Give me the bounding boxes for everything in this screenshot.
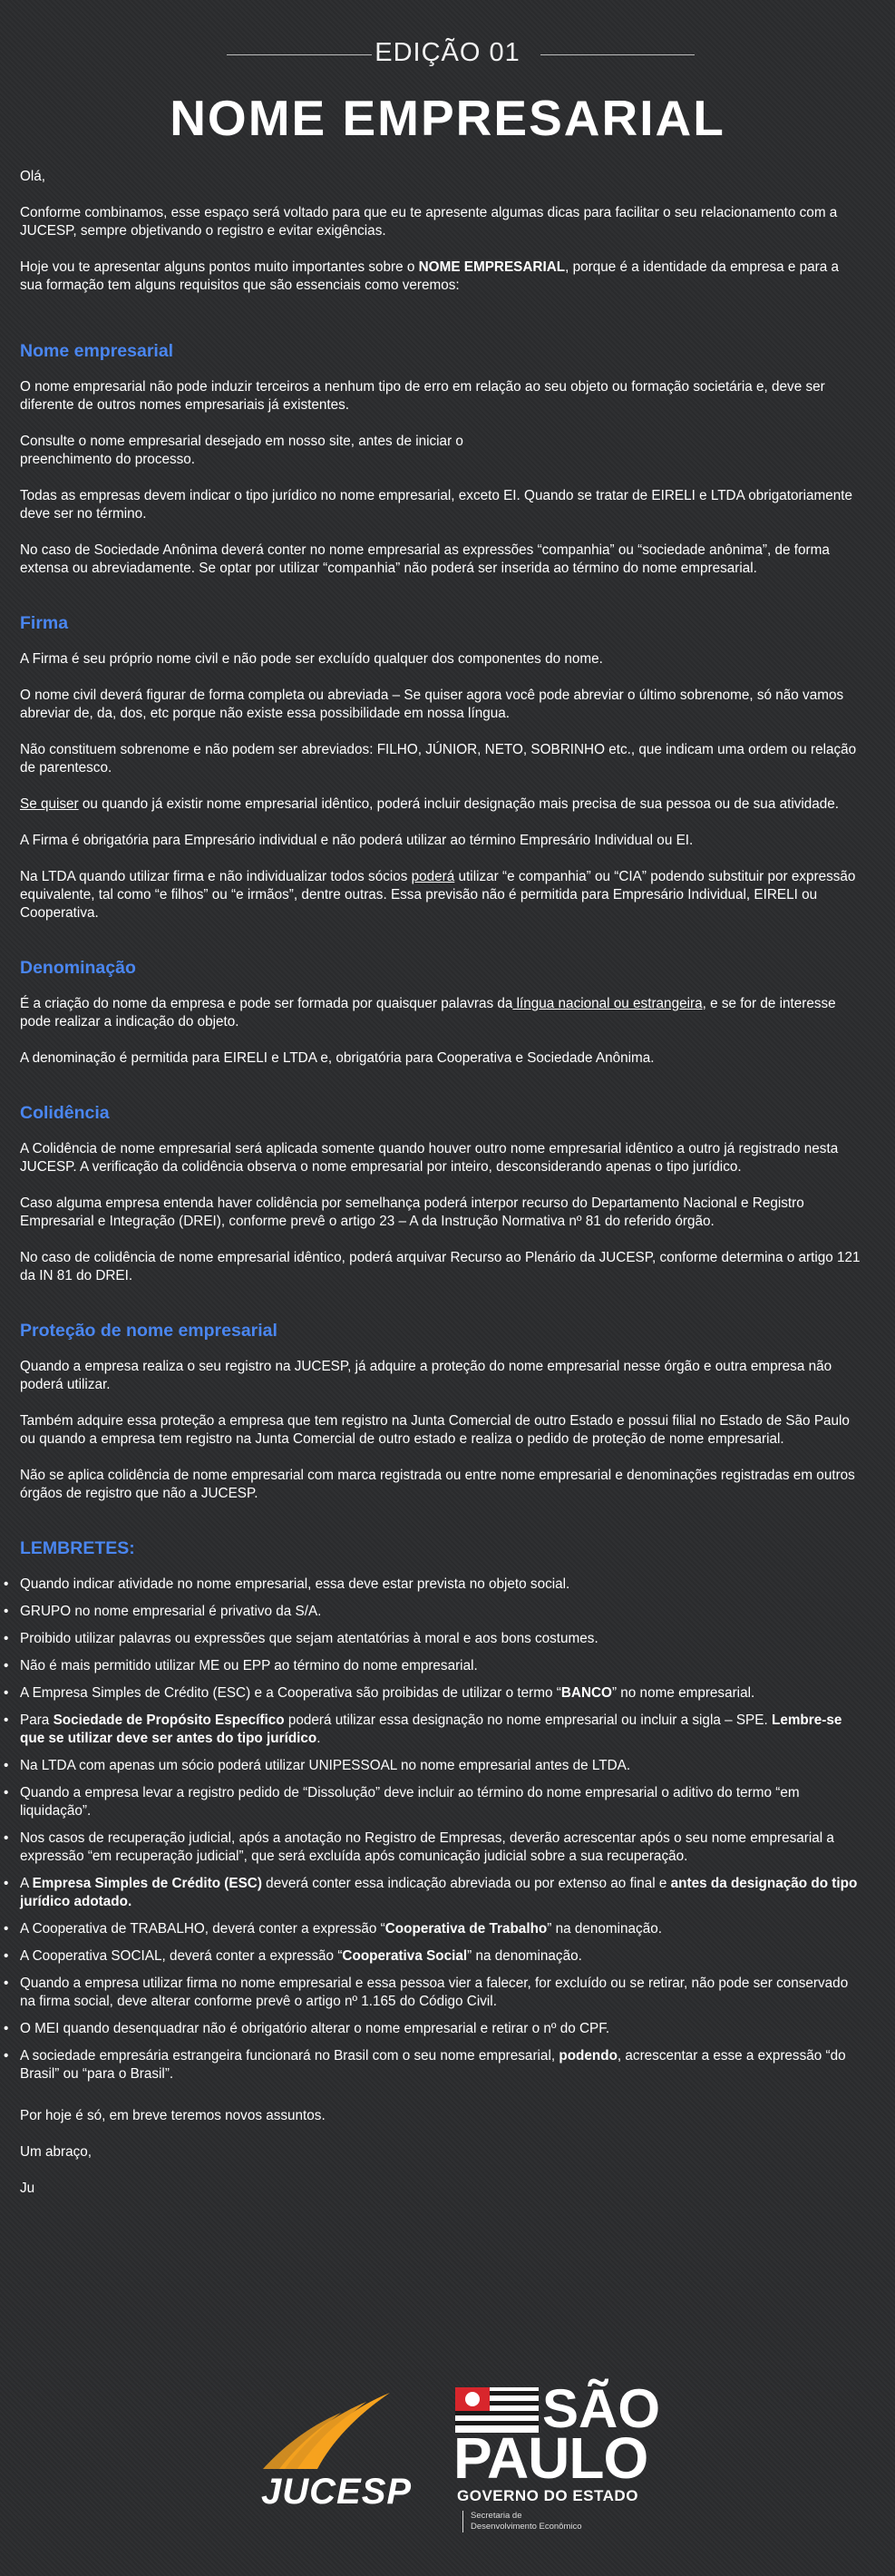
list-item: • A Empresa Simples de Crédito (ESC) deverá conter essa indicação abreviada ou por extenso ao final e antes da designação do tipo jurídico adotado. [20,1875,863,1911]
firma-paragraph-3: Não constituem sobrenome e não podem ser abreviados: FILHO, JÚNIOR, NETO, SOBRINHO etc., que indicam uma ordem ou relação de parentesco. [20,742,857,776]
signature: Ju [20,2181,35,2196]
list-item: • A Cooperativa SOCIAL, deverá conter a expressão “Cooperativa Social” na denominação. [20,1947,863,1966]
section-heading-protecao: Proteção de nome empresarial [20,1321,277,1341]
nome-paragraph-4: No caso de Sociedade Anônima deverá conter no nome empresarial as expressões “companhia” ou “sociedade anônima”, de forma extensa ou abreviadamente. Se optar por utilizar “companhia” não poderá ser inserida ao término do nome empresarial. [20,542,830,576]
section-heading-firma: Firma [20,613,69,633]
intro-paragraph-2: Hoje vou te apresentar alguns pontos muito importantes sobre o NOME EMPRESARIAL, porque é a identidade da empresa e para a sua formação tem alguns requisitos que são essenciais como veremos: [20,259,840,293]
jucesp-wordmark: JUCESP [261,2472,413,2512]
firma-paragraph-6: Na LTDA quando utilizar firma e não individualizar todos sócios poderá utilizar “e companhia” ou “CIA” podendo substituir por expressão equivalente, tal como “e filhos” ou “e irmãos”, dentre outras. Essa previsão não é permitida para Empresário Individual, EIRELI ou Cooperativa. [20,869,856,921]
protecao-paragraph-2: Também adquire essa proteção a empresa que tem registro na Junta Comercial de outro Estado e possui filial no Estado de São Paulo ou quando a empresa tem registro na Junta Comercial de outro estado e realiza o pedido de proteção de nome empresarial. [20,1413,850,1447]
colidencia-paragraph-1: A Colidência de nome empresarial será aplicada somente quando houver outro nome empresarial idêntico a outro já registrado nesta JUCESP. A verificação da colidência observa o nome empresarial por inteiro, desconsiderando apenas o tipo jurídico. [20,1141,839,1175]
colidencia-paragraph-3: No caso de colidência de nome empresarial idêntico, poderá arquivar Recurso ao Plenário da JUCESP, conforme determina o artigo 121 da IN 81 do DREI. [20,1250,861,1283]
list-item: • A Cooperativa de TRABALHO, deverá conter a expressão “Cooperativa de Trabalho” na denominação. [20,1920,863,1938]
firma-paragraph-5: A Firma é obrigatória para Empresário individual e não poderá utilizar ao término Empresário Individual ou EI. [20,833,694,848]
denominacao-paragraph-2: A denominação é permitida para EIRELI e LTDA e, obrigatória para Cooperativa e Sociedade Anônima. [20,1050,655,1066]
section-heading-colidencia: Colidência [20,1103,110,1123]
closing-line: Por hoje é só, em breve teremos novos assuntos. [20,2108,326,2123]
section-heading-lembretes: LEMBRETES: [20,1538,135,1558]
denominacao-paragraph-1: É a criação do nome da empresa e pode ser formada por quaisquer palavras da língua nacional ou estrangeira, e se for de interesse pode realizar a indicação do objeto. [20,996,836,1029]
nome-paragraph-1: O nome empresarial não pode induzir terceiros a nenhum tipo de erro em relação ao seu objeto ou formação societária e, deve ser diferente de outros nomes empresariais já existentes. [20,379,825,413]
sp-logo-governo: GOVERNO DO ESTADO [457,2487,638,2504]
newsletter-body [20,168,863,2216]
greeting: Olá, [20,169,46,184]
list-item: • Nos casos de recuperação judicial, após a anotação no Registro de Empresas, deverão acrescentar após o seu nome empresarial a expressão “em recuperação judicial”, que será excluída após comunicação judicial sobre a sua recuperação. [20,1830,863,1866]
list-item: • Não é mais permitido utilizar ME ou EPP ao término do nome empresarial. [20,1657,863,1675]
footer-logos [0,2378,895,2567]
nome-paragraph-2: Consulte o nome empresarial desejado em nosso site, antes de iniciar o preenchimento do processo. [20,434,463,467]
reminders-list [20,1576,863,2083]
list-item: • Para Sociedade de Propósito Específico poderá utilizar essa designação no nome empresarial ou incluir a sigla – SPE. Lembre-se que se utilizar deve ser antes do tipo jurídico. [20,1712,863,1748]
list-item: • Quando a empresa utilizar firma no nome empresarial e essa pessoa vier a falecer, for excluído ou se retirar, não pode ser conservado na firma social, deve alterar conforme prevê o artigo nº 1.165 do Código Civil. [20,1975,863,2011]
closing-regards: Um abraço, [20,2144,92,2160]
protecao-paragraph-3: Não se aplica colidência de nome empresarial com marca registrada ou entre nome empresarial e denominações registradas em outros órgãos de registro que não a JUCESP. [20,1468,855,1501]
page-title: NOME EMPRESARIAL [170,90,725,146]
secretaria-label: Secretaria de Desenvolvimento Econômico [462,2511,582,2532]
list-item: • GRUPO no nome empresarial é privativo da S/A. [20,1603,863,1621]
list-item: • Quando indicar atividade no nome empresarial, essa deve estar prevista no objeto social. [20,1576,863,1594]
sao-paulo-government-logo [453,2378,689,2558]
list-item: • O MEI quando desenquadrar não é obrigatório alterar o nome empresarial e retirar o nº do CPF. [20,2020,863,2038]
edition-divider-right [540,54,695,55]
firma-paragraph-2: O nome civil deverá figurar de forma completa ou abreviada – Se quiser agora você pode abreviar o último sobrenome, só não vamos abreviar de, da, dos, etc porque não existe essa possibilidade em nossa língua. [20,688,844,721]
sp-logo-sao: SÃO [542,2378,661,2439]
protecao-paragraph-1: Quando a empresa realiza o seu registro na JUCESP, já adquire a proteção do nome empresarial nesse órgão e outra empresa não poderá utilizar. [20,1359,832,1392]
list-item: • Proibido utilizar palavras ou expressões que sejam atentatórias à moral e aos bons costumes. [20,1630,863,1648]
edition-label: EDIÇÃO 01 [375,38,520,67]
section-heading-nome-empresarial: Nome empresarial [20,341,174,361]
list-item: • Na LTDA com apenas um sócio poderá utilizar UNIPESSOAL no nome empresarial antes de LTDA. [20,1757,863,1775]
firma-paragraph-1: A Firma é seu próprio nome civil e não pode ser excluído qualquer dos componentes do nome. [20,651,603,667]
colidencia-paragraph-2: Caso alguma empresa entenda haver colidência por semelhança poderá interpor recurso do Departamento Nacional e Registro Empresarial e Integração (DREI), conforme prevê o artigo 23 – A da Instrução Normativa nº 81 do referido órgão. [20,1195,804,1229]
section-heading-denominacao: Denominação [20,958,136,978]
list-item: • A Empresa Simples de Crédito (ESC) e a Cooperativa são proibidas de utilizar o termo “BANCO” no nome empresarial. [20,1684,863,1703]
firma-paragraph-4: Se quiser ou quando já existir nome empresarial idêntico, poderá incluir designação mais precisa de sua pessoa ou de sua atividade. [20,796,840,812]
list-item: • A sociedade empresária estrangeira funcionará no Brasil com o seu nome empresarial, podendo, acrescentar a esse a expressão “do Brasil” ou “para o Brasil”. [20,2047,863,2083]
intro-paragraph-1: Conforme combinamos, esse espaço será voltado para que eu te apresente algumas dicas para facilitar o seu relacionamento com a JUCESP, sempre objetivando o registro e evitar exigências. [20,205,838,239]
jucesp-logo [254,2386,413,2531]
jucesp-flame-icon [254,2386,408,2476]
nome-paragraph-3: Todas as empresas devem indicar o tipo jurídico no nome empresarial, exceto EI. Quando se tratar de EIRELI e LTDA obrigatoriamente deve ser no término. [20,488,852,522]
list-item: • Quando a empresa levar a registro pedido de “Dissolução” deve incluir ao término do nome empresarial o aditivo do termo “em liquidação”. [20,1784,863,1820]
sp-logo-paulo: PAULO [453,2425,648,2491]
edition-header [0,38,895,74]
